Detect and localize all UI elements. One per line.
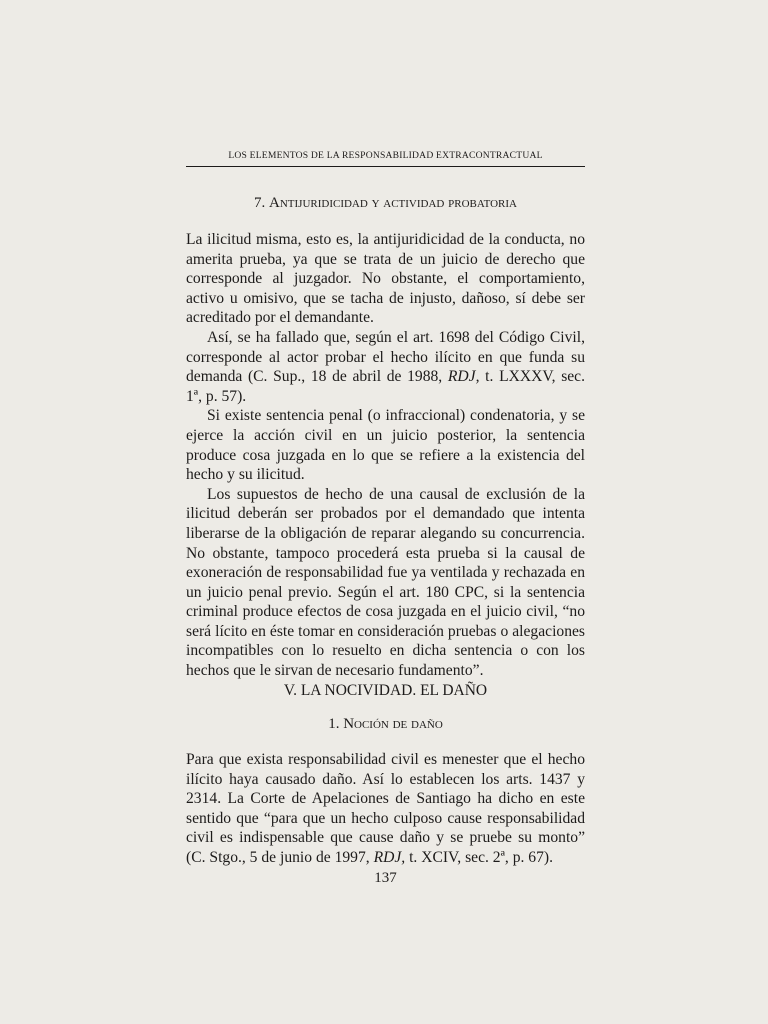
section-heading-1 <box>186 716 585 733</box>
section-number: 1. <box>328 716 340 732</box>
header-rule <box>186 166 585 167</box>
chapter-heading: V. LA NOCIVIDAD. EL DAÑO <box>283 682 488 699</box>
section-title: Antijuridicidad y actividad probatoria <box>269 195 517 211</box>
paragraph-4: Los supuestos de hecho de una causal de exclusión de la ilicitud deberán ser probados por el demandado que intenta liberarse de la obligación de reparar alegando su concurrencia. No obstante, tampoco procederá esta prueba si la causal de exoneración de responsabilidad fue ya ventilada y rechazada en un juicio penal previo. Según el art. 180 CPC, si la sentencia criminal produce efectos de cosa juzgada en el juicio civil, “no será lícito en éste tomar en consideración pruebas o alegaciones incompatibles con lo resuelto en dicha sentencia o con los hechos que le sirvan de necesario fundamento”. <box>186 485 585 680</box>
paragraph-1: La ilicitud misma, esto es, la antijuridicidad de la conducta, no amerita prueba, ya que se trata de un juicio de derecho que corresponde al juzgador. No obstante, el comportamiento, activo u omisivo, que se tacha de injusto, dañoso, sí debe ser acreditado por el demandante. <box>186 231 585 327</box>
journal-citation: RDJ, <box>447 368 480 386</box>
page-number: 137 <box>374 870 397 886</box>
paragraph-2 <box>186 328 585 406</box>
paragraph-5-citation: t. XCIV, sec. 2ª, p. 67). <box>405 848 553 866</box>
section-1-body <box>186 750 585 868</box>
paragraph-3: Si existe sentencia penal (o infraccional) condenatoria, y se ejerce la acción civil en un juicio posterior, la sentencia produce cosa juzgada en lo que se refiere a la existencia del hecho y su ilicitud. <box>186 407 585 484</box>
paragraph-5 <box>186 750 585 868</box>
section-7-body <box>186 230 585 681</box>
paragraph-5-text: Para que exista responsabilidad civil es menester que el hecho ilícito haya causado daño. Así lo establecen los arts. 1437 y 2314. La Corte de Apelaciones de Santiago ha dicho en este sentido que “para que un hecho culposo cause responsabilidad civil es indispensable que cause daño y se pruebe su monto” (C. Stgo., 5 de junio de 1997, <box>186 751 585 866</box>
paragraph-2-citation: t. LXXXV, sec. 1ª, p. 57). <box>186 368 586 405</box>
section-heading-7 <box>186 195 585 212</box>
paragraph-2-text: Así, se ha fallado que, según el art. 1698 del Código Civil, corresponde al actor probar el hecho ilícito en que funda su demanda (C. Sup., 18 de abril de 1988, <box>186 328 585 386</box>
section-title: Noción de daño <box>343 716 443 732</box>
section-number: 7. <box>254 195 266 211</box>
running-head: LOS ELEMENTOS DE LA RESPONSABILIDAD EXTRACONTRACTUAL <box>228 150 543 161</box>
journal-citation: RDJ, <box>373 848 406 866</box>
